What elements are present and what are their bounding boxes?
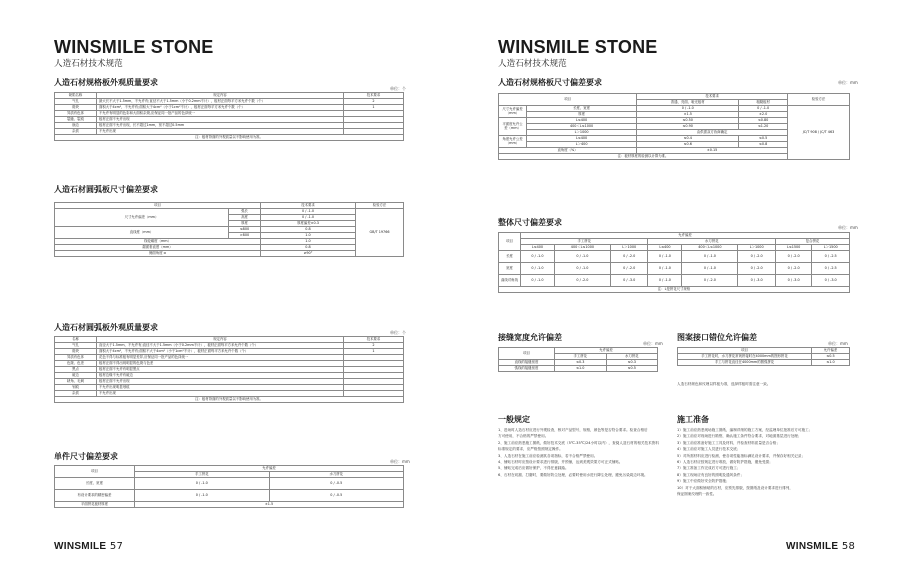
table-cell: 斑块: [55, 349, 97, 355]
table-cell: 检验方法: [356, 203, 404, 209]
section-title: 一般规定: [498, 415, 530, 424]
table-row: [499, 366, 658, 372]
section-title: 人造石材圆弧板尺寸偏差要求: [54, 185, 158, 194]
table-cell: 0 / -2.5: [812, 251, 850, 263]
table-cell: 面积大于4cm²，不允许有;面积不大于4cm²（小于1cm²不计），板材正面每平方米允许个数（个）: [97, 349, 344, 355]
table-cell: ±0.15: [637, 148, 788, 154]
table-cell: 缺陷名称: [55, 93, 97, 99]
table-cell: 不允许出现: [97, 129, 344, 135]
table-note: 注：板材背面的外观质量以不影响使用为准。: [55, 135, 404, 141]
table-cell: 0 / -0.5: [269, 478, 404, 490]
table-cell: 板材正面不允许出现: [97, 379, 344, 385]
table-cell: 0.8: [261, 245, 356, 251]
table-cell: L＞1000: [610, 245, 648, 251]
table-cell: 0 / -2.0: [610, 263, 648, 275]
table-cell: 1.0: [261, 233, 356, 239]
table-cell: 0 / -1.0: [554, 263, 610, 275]
table-cell: 线轮廓度（mm）: [55, 239, 261, 245]
section-title: 整体尺寸偏差要求: [498, 218, 562, 227]
section-title: 施工准备: [677, 415, 709, 424]
table-row: [55, 502, 404, 508]
table-cell: 异质有色体: [55, 111, 97, 117]
table-cell: 最大长不大于1.5mm，不允许有;直径不大于1.5mm（小于0.2mm不计），板材正面每平方米允许个数（个）: [97, 99, 344, 105]
table-cell: 直线的接缝宽度: [499, 360, 555, 366]
table-cell: ±1.5: [135, 502, 404, 508]
table-row: [499, 263, 850, 275]
brand-title: WINSMILE STONE: [54, 37, 214, 57]
table-cell: ≤1.0: [812, 360, 850, 366]
unit-label: 单位：mm: [838, 225, 858, 230]
table-cell: 0 / -1.0: [261, 215, 356, 221]
table-arc-dimension: [54, 202, 404, 257]
section-title: 接缝宽度允许偏差: [498, 333, 562, 342]
table-cell: ±1.5: [637, 112, 739, 118]
table-cell: 色斑、色差: [55, 361, 97, 367]
construction-prep: 1）施工前应熟悉现场施工图纸，编制详细的施工方案，经监理单位批准后方可施工； 2）施工前应对现场进行勘察，确认施工条件符合要求，对地面基层进行处理； 3）施工前应准备好施工工具及材料，并检查材料质量是否合格； 4）施工前应对施工人员进行技术交底； 5）对所需材料应进行检测，使各项性能指标满足设计要求，并保存好相关记录； 6）人造石材应按规定进行堆放，做好防护措施，避免受损； 7）施工准备工作完成后方可进行施工； 8）施工现场应有良好的照明及通风条件； 9）施工中应做好安全防护措施； 10）对于大面积铺贴的石材，应预先排版，按图纸及设计要求进行排列， 保证图案纹理的一致性。: [677, 428, 813, 497]
unit-label: 单位：mm: [643, 341, 663, 346]
table-cell: 不允许出现: [97, 391, 344, 397]
table-cell: 400＜L≤1000: [554, 245, 610, 251]
table-cell: GB/T 19766: [356, 209, 404, 257]
table-cell: 板材边缘不允许有破边: [97, 373, 344, 379]
table-cell: 项目: [678, 348, 812, 354]
table-cell: 0 / -2.0: [610, 251, 648, 263]
table-cell: 0 / -2.0: [775, 263, 811, 275]
table-cell: 平面度允许公差（mm）: [499, 118, 527, 136]
brand-subtitle: 人造石材技术规范: [54, 59, 123, 69]
table-cell: 0 / -1.0: [521, 263, 555, 275]
table-cell: ≤0.4: [637, 136, 739, 142]
table-cell: 规定内容: [97, 93, 344, 99]
table-overall-dimension: [498, 232, 850, 293]
table-sheet-appearance: [54, 92, 404, 141]
table-cell: 面积大于4cm²，不允许有;面积大于4cm²（小于1cm²不计），板材正面每平方米允许个数（个）: [97, 105, 344, 111]
table-cell: 2: [344, 343, 404, 349]
table-cell: 项目: [499, 233, 521, 251]
table-cell: ≤0.5: [606, 366, 658, 372]
section-title: 图案接口错位允许偏差: [677, 333, 757, 342]
section-title: 人造石材规格板外观质量要求: [54, 78, 158, 87]
table-cell: ≤0.80: [739, 118, 788, 124]
table-cell: 0 / -1.0: [682, 251, 738, 263]
table-cell: ≤0.3: [606, 360, 658, 366]
table-cell: 0 / -2.0: [775, 251, 811, 263]
table-cell: 气孔: [55, 99, 97, 105]
table-cell: 板材正面不允许有明显黑点: [97, 367, 344, 373]
table-cell: 0 / -3.0: [812, 275, 850, 287]
section-title: 人造石材规格板尺寸偏差要求: [498, 78, 602, 87]
table-cell: L＞1500: [812, 245, 850, 251]
table-cell: 0 / -0.5: [269, 490, 404, 502]
table-cell: 水刀拼花: [606, 354, 658, 360]
table-cell: 0 / -1.0: [554, 251, 610, 263]
table-cell: 曲线对角线: [499, 275, 521, 287]
table-cell: 尺寸允许偏差（mm）: [499, 106, 527, 118]
table-cell: ≤800: [229, 227, 261, 233]
table-cell: ≤0.3: [555, 360, 607, 366]
table-cell: 长度: [499, 251, 521, 263]
table-cell: 手工拼花时，水刀拼花常规拼接时在4000mm的图形拼花: [678, 354, 812, 360]
table-cell: 0 / -1.0: [648, 263, 682, 275]
table-cell: 手工拼花: [135, 472, 270, 478]
table-cell: 0 / -2.0: [554, 275, 610, 287]
table-cell: 破边: [55, 373, 97, 379]
table-cell: 长度、宽度: [55, 478, 135, 490]
table-cell: 板材正面不允许出现，长不超过1mm，宽不超过0.5mm: [97, 123, 344, 129]
page-footer: WINSMILE 58: [786, 541, 856, 552]
table-cell: 项目: [55, 466, 135, 478]
table-note: 注：板材厚度的检测以计算为准。: [499, 154, 788, 160]
table-cell: 厚度: [527, 112, 637, 118]
table-cell: 项目: [499, 348, 555, 360]
table-cell: 400＜L≤1000: [527, 124, 637, 130]
table-cell: 划痕: [55, 385, 97, 391]
table-cell: 0 / -1.0: [739, 106, 788, 112]
table-cell: >800: [229, 233, 261, 239]
table-cell: 技术要求: [637, 94, 788, 100]
table-row: [499, 275, 850, 287]
table-cell: 技术要求: [261, 203, 356, 209]
table-cell: L≤1500: [775, 245, 811, 251]
table-cell: 粗糙板材: [739, 100, 788, 106]
table-pattern-offset: [677, 347, 850, 366]
table-cell: 技术要求: [344, 337, 404, 343]
table-cell: 允许偏差: [521, 233, 850, 239]
general-rules: 1、进场时人造石材应进行外观检查，核对产品型号，规格，颜色等是否符合要求。检查合格后 方可使用，不合格的严禁使用。 2、施工前应熟悉施工图纸，做好技术交底（5℃-35℃/24小时以内），查阅人造石材的相关技术资料 标准规定的要求，应严格按照规定操作。 3、人造石材在施工前应检测其各项指标，若不合格严禁使用。 4、铺贴石材时应按设计要求进行排版，并预铺，达到美观效果方可正式铺贴。 5、铺贴完成后应做好保护，不得任意踩踏。 6、石材在切割、打磨时，要做好防尘处理，必要时使用水进行降尘处理，避免污染周边环境。: [498, 428, 659, 477]
table-cell: 角度允许公差（mm）: [499, 136, 527, 148]
table-cell: 杂质: [55, 129, 97, 135]
table-cell: 复合拼花: [775, 239, 849, 245]
table-cell: 斑块: [55, 105, 97, 111]
table-cell: L≤400: [527, 118, 637, 124]
table-cell: 1: [344, 349, 404, 355]
table-cell: 水刀拼花: [648, 239, 775, 245]
table-cell: 弧长: [229, 209, 261, 215]
table-cell: 0 / -1.0: [521, 275, 555, 287]
table-unit-dimension: [54, 465, 404, 508]
page-footer: WINSMILE 57: [54, 541, 124, 552]
table-cell: 0 / -1.0: [648, 275, 682, 287]
table-cell: 手工拼花: [521, 239, 648, 245]
table-cell: 1.0: [261, 239, 356, 245]
table-cell: 0 / -1.0: [135, 478, 270, 490]
table-cell: 0 / -1.0: [648, 251, 682, 263]
table-cell: 长度、宽度: [527, 106, 637, 112]
table-cell: 崩边: [55, 123, 97, 129]
table-cell: 平面拼花板材厚度: [55, 502, 135, 508]
table-sheet-dimension: [498, 93, 850, 160]
table-cell: 异质有色体: [55, 355, 97, 361]
page-right: [450, 0, 900, 578]
table-cell: ≤0.90: [637, 124, 739, 130]
table-row: [55, 478, 404, 490]
table-row: [678, 360, 850, 366]
table-cell: L＞1000: [527, 130, 637, 136]
table-cell: 名称: [55, 337, 97, 343]
table-cell: 1: [344, 105, 404, 111]
table-cell: 直径大于1.5mm，不允许有;直径不大于1.5mm（小于0.2mm不计），板材正面每平方米允许个数（个）: [97, 343, 344, 349]
unit-label: 单位：个: [390, 86, 406, 91]
table-joint-width: [498, 347, 658, 372]
table-note: 注：板材背面的外观质量以不影响使用为准。: [55, 397, 404, 403]
unit-label: 单位：mm: [828, 341, 848, 346]
table-cell: 允许偏差: [812, 348, 850, 354]
table-cell: ≤0.50: [637, 118, 739, 124]
table-cell: 0 / -1.0: [135, 490, 270, 502]
table-cell: 0 / -1.0: [637, 106, 739, 112]
table-cell: 宽度: [499, 263, 521, 275]
table-row: [55, 490, 404, 502]
pattern-note: 人造石材颜色和纹理以样板为准，选择样板时需注意一致。: [677, 382, 771, 386]
table-cell: ≤0.6: [637, 142, 739, 148]
table-cell: 0 / -1.0: [261, 209, 356, 215]
section-title: 单件尺寸偏差要求: [54, 452, 118, 461]
table-cell: 允许偏差: [135, 466, 404, 472]
table-cell: 技术要求: [344, 93, 404, 99]
table-cell: 0 / -3.0: [775, 275, 811, 287]
table-row: [499, 251, 850, 263]
table-note: 注：L是拼花尺寸规格: [499, 287, 850, 293]
table-cell: 气孔: [55, 343, 97, 349]
unit-label: 单位：mm: [390, 459, 410, 464]
table-cell: 直角度（%）: [499, 148, 637, 154]
table-cell: 规定内容: [97, 337, 344, 343]
table-cell: 尺寸允许偏差（mm）: [55, 209, 229, 227]
table-cell: ≤1.20: [739, 124, 788, 130]
table-cell: 板材正面不允许出现: [97, 117, 344, 123]
table-cell: ±2.0: [739, 112, 788, 118]
table-cell: 项目: [55, 203, 261, 209]
table-cell: 0 / -1.0: [521, 251, 555, 263]
table-cell: 2: [344, 99, 404, 105]
table-cell: 400＜L≤1000: [682, 245, 738, 251]
table-cell: 不允许有明显的色彩和大面积杂斑,应保证同一批产品的色泽统一: [97, 111, 344, 117]
table-cell: 水刀拼花: [269, 472, 404, 478]
table-cell: 厚度: [229, 221, 261, 227]
table-cell: ≥90°: [261, 251, 356, 257]
table-cell: ≤0.5: [739, 136, 788, 142]
table-cell: L≤400: [648, 245, 682, 251]
table-cell: L＞1000: [738, 245, 776, 251]
table-cell: ≤1.0: [555, 366, 607, 372]
table-cell: 0.8: [261, 227, 356, 233]
table-cell: 检验方法: [788, 94, 850, 106]
table-cell: 弧线的接缝宽度: [499, 366, 555, 372]
table-cell: 0 / -2.0: [738, 263, 776, 275]
table-cell: 0 / -2.5: [812, 263, 850, 275]
table-cell: 高度: [229, 215, 261, 221]
unit-label: 单位：个: [390, 330, 406, 335]
table-cell: 板材正面不得出现明显的色斑与色差: [97, 361, 344, 367]
table-cell: 0 / -3.0: [610, 275, 648, 287]
table-cell: 由供需双方协商确定: [637, 130, 788, 136]
table-arc-appearance: [54, 336, 404, 403]
table-cell: ≤0.8: [739, 142, 788, 148]
table-cell: 0 / -2.0: [738, 251, 776, 263]
table-cell: 侧面角度 α: [55, 251, 261, 257]
unit-label: 单位：mm: [838, 80, 858, 85]
table-cell: 厚度偏差±0.3: [261, 221, 356, 227]
table-cell: 0 / -2.0: [682, 275, 738, 287]
table-cell: 裂缝、裂痕: [55, 117, 97, 123]
table-cell: L＞400: [527, 142, 637, 148]
brand-subtitle: 人造石材技术规范: [498, 59, 567, 69]
table-cell: 0 / -1.0: [682, 263, 738, 275]
table-cell: 端面垂直度（mm）: [55, 245, 261, 251]
table-cell: ≤0.5: [812, 354, 850, 360]
table-cell: 有设计要求的精密偏差: [55, 490, 135, 502]
brand-title: WINSMILE STONE: [498, 37, 658, 57]
table-cell: 0 / -3.0: [738, 275, 776, 287]
table-cell: L≤400: [527, 136, 637, 142]
table-cell: 允许偏差: [555, 348, 658, 354]
table-cell: 杂质: [55, 391, 97, 397]
table-cell: 普通、亮面、哑光板材: [637, 100, 739, 106]
table-cell: 黑点: [55, 367, 97, 373]
table-cell: 不允许出现明显划痕: [97, 385, 344, 391]
table-cell: 直线度（mm）: [55, 227, 229, 239]
table-cell: 手工拼花: [555, 354, 607, 360]
table-cell: L≤400: [521, 245, 555, 251]
table-cell: 项目: [499, 94, 637, 106]
table-cell: 缺角、毛刺: [55, 379, 97, 385]
section-title: 人造石材圆弧板外观质量要求: [54, 323, 158, 332]
table-cell: JC/T 908 / JC/T 463: [788, 106, 850, 160]
table-cell: 花色不得与标准板有明显差异,应保证同一批产品的色泽统一: [97, 355, 344, 361]
table-cell: 手工与拼花直径在4000mm的圆弧拼花: [678, 360, 812, 366]
